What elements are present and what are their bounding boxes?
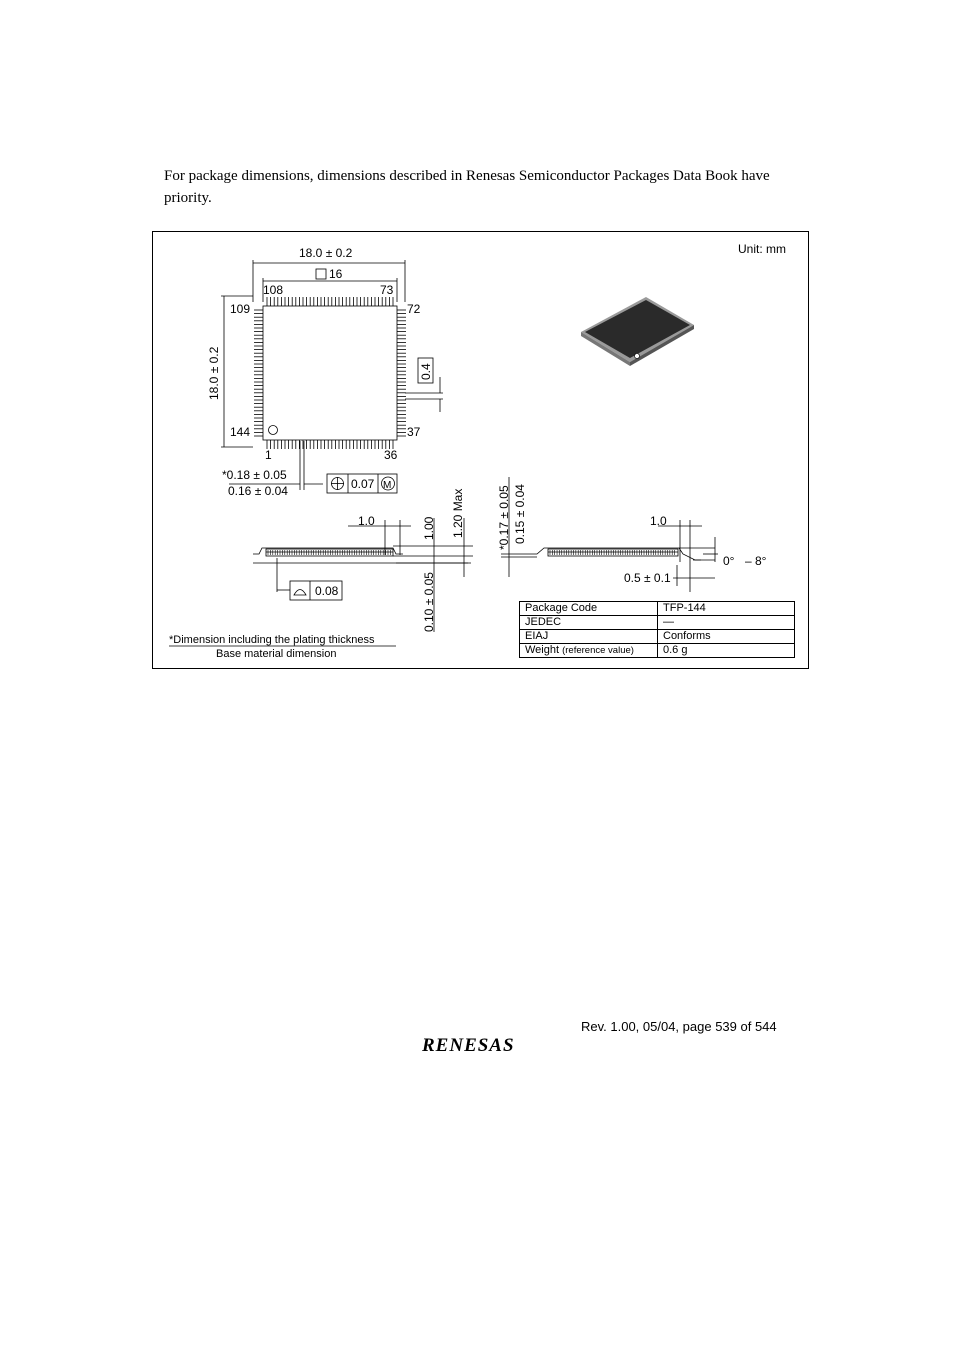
pins-right <box>397 310 406 436</box>
coplanarity-value: 0.08 <box>315 584 339 598</box>
side-body-thickness: 1.00 <box>422 516 436 540</box>
spec-key: EIAJ <box>520 630 658 644</box>
pin-label-109: 109 <box>230 302 251 316</box>
spec-value: TFP-144 <box>658 602 795 616</box>
pins-bottom <box>267 440 393 449</box>
package-3d-illustration <box>581 297 694 366</box>
spec-key: JEDEC <box>520 616 658 630</box>
detail-lead-length: 1.0 <box>650 514 667 528</box>
spec-row <box>520 630 795 644</box>
pin-label-37: 37 <box>407 425 421 439</box>
angle-min: 0° <box>723 554 735 568</box>
base-note: Base material dimension <box>216 648 337 660</box>
side-max-height: 1.20 Max <box>451 488 465 538</box>
pin-label-73: 73 <box>380 283 394 297</box>
detail-lead-thickness-base: 0.15 ± 0.04 <box>513 484 527 544</box>
package-spec-table <box>519 601 795 658</box>
pins-top <box>267 297 393 306</box>
pin-label-36: 36 <box>384 448 398 462</box>
spec-value: 0.6 g <box>658 644 795 658</box>
package-dimension-drawing <box>152 231 809 669</box>
detail-lead-thickness-plated: *0.17 ± 0.05 <box>497 485 511 550</box>
pitch-dimension: 0.4 <box>419 363 433 380</box>
lead-width-base: 0.16 ± 0.04 <box>228 484 288 498</box>
logo-text: RENESAS <box>422 1035 515 1056</box>
position-modifier: M <box>383 480 392 491</box>
pin-label-144: 144 <box>230 425 251 439</box>
spec-key-cell <box>520 644 658 658</box>
plating-note: *Dimension including the plating thickness <box>169 634 375 646</box>
foot-length: 0.5 ± 0.1 <box>624 571 671 585</box>
pin-label-72: 72 <box>407 302 421 316</box>
renesas-logo <box>422 1034 542 1056</box>
lead-width-plated: *0.18 ± 0.05 <box>222 468 287 482</box>
spec-row <box>520 616 795 630</box>
pin-label-108: 108 <box>263 283 284 297</box>
spec-value: Conforms <box>658 630 795 644</box>
side-standoff: 0.10 ± 0.05 <box>422 572 436 632</box>
pins-left <box>254 310 263 436</box>
spec-value: — <box>658 616 795 630</box>
spec-key-suffix: (reference value) <box>562 645 634 656</box>
intro-paragraph: For package dimensions, dimensions described in Renesas Semiconductor Packages Data Book have priority. <box>164 168 770 206</box>
pin-label-1: 1 <box>265 448 272 462</box>
width-dimension: 18.0 ± 0.2 <box>299 246 353 260</box>
position-tolerance: 0.07 <box>351 477 375 491</box>
spec-key: Package Code <box>520 602 658 616</box>
height-dimension: 18.0 ± 0.2 <box>207 346 221 400</box>
angle-max: – 8° <box>745 554 767 568</box>
spec-key: Weight <box>525 644 560 656</box>
pin1-marker <box>269 426 278 435</box>
spec-row <box>520 602 795 616</box>
page-footer-info: Rev. 1.00, 05/04, page 539 of 544 <box>581 1019 777 1034</box>
package-body-outline <box>263 306 397 440</box>
spec-row <box>520 644 795 658</box>
side-lead-length: 1.0 <box>358 514 375 528</box>
body-dimension: 16 <box>329 267 343 281</box>
unit-label: Unit: mm <box>738 242 786 256</box>
